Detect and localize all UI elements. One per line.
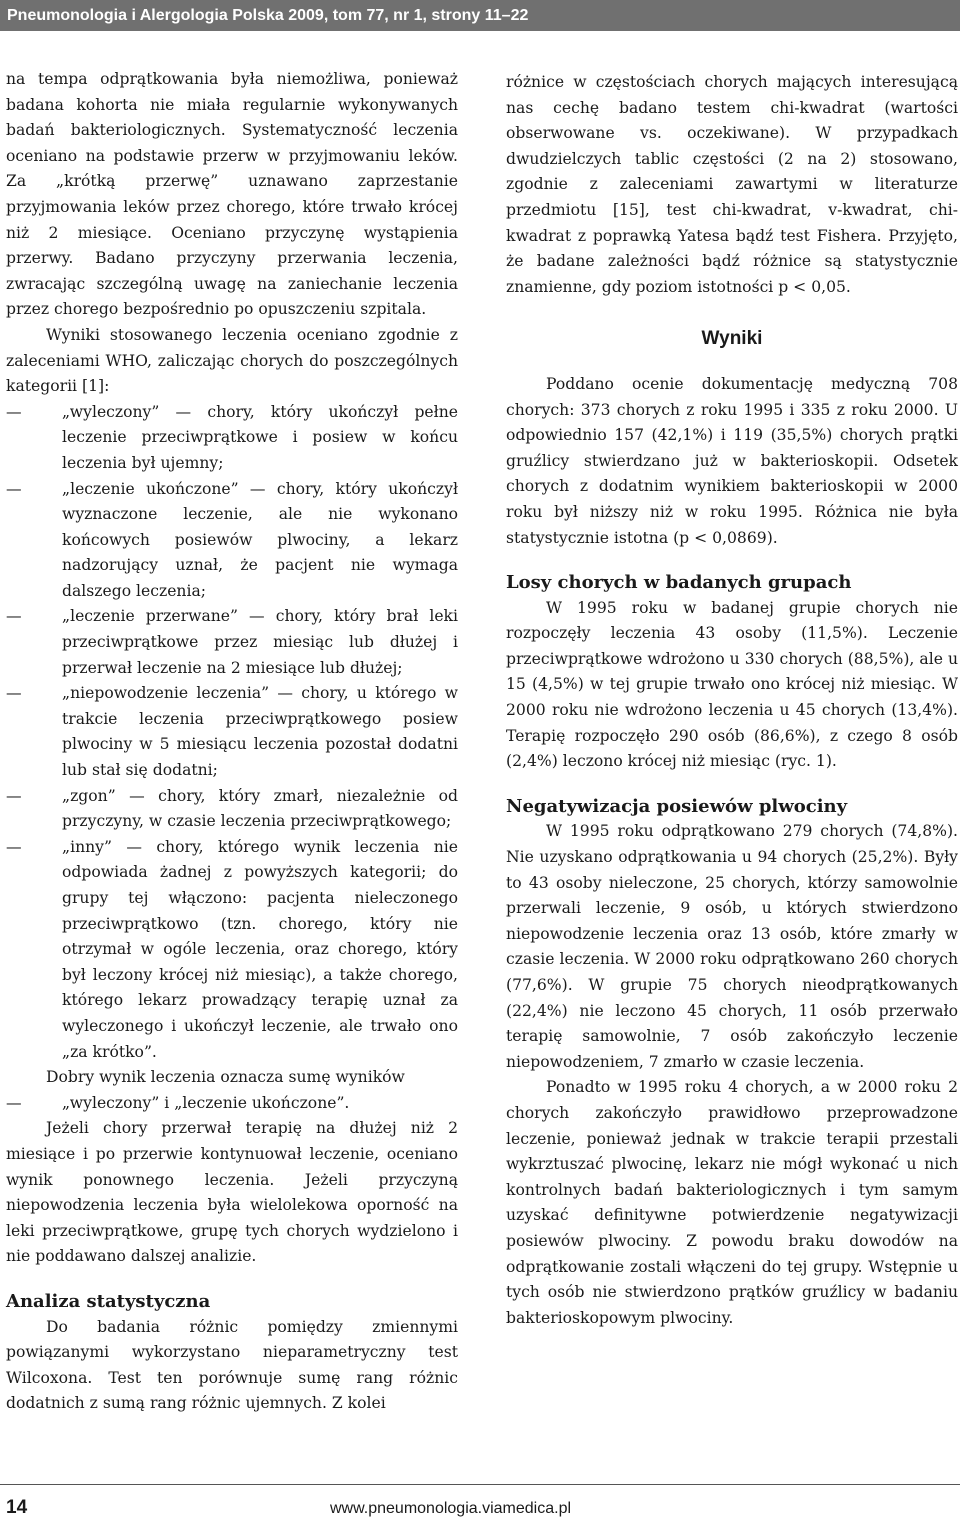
category-cured: — „wyleczony” — chory, który ukończył pełne leczenie przeciwprątkowe i posiew w końcu leczenia był ujemny; xyxy=(6,400,458,477)
right-column xyxy=(506,70,958,1331)
category-death: — „zgon” — chory, który zmarł, niezależnie od przyczyny, w czasie leczenia przeciwprątkowego; xyxy=(6,784,458,835)
good-outcome-definition: — „wyleczony” i „leczenie ukończone”. xyxy=(6,1091,458,1117)
running-header xyxy=(0,0,960,31)
heading-statistical-analysis: Analiza statystyczna xyxy=(6,1290,211,1312)
footer-divider xyxy=(0,1484,960,1485)
category-treatment-failure: — „niepowodzenie leczenia” — chory, u którego w trakcie leczenia przeciwprątkowego posiew plwociny w 5 miesiącu leczenia pozostał dodatni lub stał się dodatni; xyxy=(6,681,458,783)
outcome-categories-list xyxy=(6,400,458,1065)
category-treatment-interrupted: — „leczenie przerwane” — chory, który brał leki przeciwprątkowe przez miesiąc lub dłużej i przerwał leczenie na 2 miesiące lub dłużej; xyxy=(6,604,458,681)
heading-results: Wyniki xyxy=(701,328,763,350)
paragraph-restart: Jeżeli chory przerwał terapię na dłużej niż 2 miesiące i po przerwie kontynuował leczenie, oceniano wynik ponownego leczenia. Jeżeli przyczyną niepowodzenia leczenia była wielolekowa oporność na leki przeciwprątkowe, grupę tych chorych wydzielono i nie poddawano dalszej analizie. xyxy=(6,1119,458,1266)
paragraph-intro: na tempa odprątkowania była niemożliwa, ponieważ badana kohorta nie miała regularnie wykonywanych badań bakteriologicznych. Systematyczność leczenia oceniano na podstawie przerw w przyjmowaniu leków. Za „krótką przerwę” uznawano zaprzestanie przyjmowania leków przez chorego, które trwało krócej niż 2 miesiące. Oceniano przyczynę wystąpienia przerwy. Badano przyczyny przerwania leczenia, zwracając szczególną uwagę na zaniechanie leczenia przez chorego bezpośrednio po opuszczeniu szpitala. xyxy=(6,70,458,319)
heading-sputum-negativization: Negatywizacja posiewów plwociny xyxy=(506,795,848,817)
paragraph-negativization-2: Ponadto w 1995 roku 4 chorych, a w 2000 roku 2 chorych zakończyło prawidłowo przeprowadzone leczenie, ponieważ jednak w trakcie terapii przestali wykrztuszać plwocinę, lekarz nie mógł wykonać u nich kontrolnych badań bakteriologicznych i tym samym uzyskać definitywne potwierdzenie negatywizacji posiewów plwociny. Z powodu braku dowodów na odprątkowanie zostali włączeni do tej grupy. Wstępnie u tych osób nie stwierdzono prątków gruźlicy w badaniu bakterioskopowym plwociny. xyxy=(506,1078,958,1327)
category-other: — „inny” — chory, którego wynik leczenia nie odpowiada żadnej z powyższych kategorii; do grupy tej włączono: pacjenta nieleczonego przeciwprątkowo (tzn. chorego, który nie otrzymał w ogóle leczenia, oraz chorego, który był leczony krócej niż miesiąc), a także chorego, którego lekarz prowadzący terapię uznał za wyleczonego i ukończył leczenie, ale trwało ono „za krótko”. xyxy=(6,835,458,1065)
paragraph-good-outcome: Dobry wynik leczenia oznacza sumę wyników xyxy=(46,1068,405,1087)
paragraph-results: Poddano ocenie dokumentację medyczną 708 chorych: 373 chorych z roku 1995 i 335 z roku 2000. U odpowiednio 157 (42,1%) i 119 (35,5%) chorych prątki gruźlicy stwierdzano już w bakterioskopii. Odsetek chorych z dodatnim wynikiem bakterioskopii w 2000 roku był niższy niż w roku 1995. Różnica nie była statystycznie istotna (p < 0,0869). xyxy=(506,374,958,547)
left-column xyxy=(6,67,458,1417)
page-number: 14 xyxy=(6,1497,28,1518)
paragraph-statistics-continued: różnice w częstościach chorych mających interesującą nas cechę badano testem chi-kwadrat (wartości obserwowane vs. oczekiwane). W przypadkach dwudzielczych tablic częstości (2 na 2) stosowano, zgodnie z zaleceniami zawartymi w literaturze przedmiotu [15], test chi-kwadrat, v-kwadrat, chi-kwadrat z poprawką Yatesa bądź test Fishera. Przyjęto, że badane zależności bądź różnice są statystycznie znamienne, gdy poziom istotności p < 0,05. xyxy=(506,73,958,296)
journal-running-title: Pneumonologia i Alergologia Polska 2009, tom 77, nr 1, strony 11–22 xyxy=(7,7,529,24)
paragraph-statistics: Do badania różnic pomiędzy zmiennymi powiązanymi wykorzystano nieparametryczny test Wilcoxona. Test ten porównuje sumę rang różnic dodatnich z sumą rang różnic ujemnych. Z kolei xyxy=(6,1317,458,1413)
good-outcome-dash xyxy=(6,1091,458,1117)
paragraph-negativization-1: W 1995 roku odprątkowano 279 chorych (74,8%). Nie uzyskano odprątkowania u 94 chorych (25,2%). Były to 43 osoby nieleczone, 25 chorych, którzy samowolnie przerwali leczenie, 9 osób, u których stwierdzono niepowodzenie leczenia oraz 13 osób, które zmarły w czasie leczenia. W 2000 roku odprątkowano 260 chorych (77,6%). W grupie 75 chorych nieodprątkowanych (22,4%) nie leczono 45 chorych, 11 osób przerwało terapię samowolnie, 7 osób zakończyło leczenie niepowodzeniem, 7 zmarło w czasie leczenia. xyxy=(506,822,958,1071)
paragraph-who-criteria: Wyniki stosowanego leczenia oceniano zgodnie z zaleceniami WHO, zaliczając chorych do poszczególnych kategorii [1]: xyxy=(6,325,458,396)
category-treatment-completed: — „leczenie ukończone” — chory, który ukończył wyznaczone leczenie, ale nie wykonano końcowych posiewów plwociny, a lekarz nadzorujący uznał, że pacjent nie wymaga dalszego leczenia; xyxy=(6,477,458,605)
paragraph-patient-fates: W 1995 roku w badanej grupie chorych nie rozpoczęły leczenia 43 osoby (11,5%). Leczenie przeciwprątkowe wdrożono u 330 chorych (88,5%), ale u 15 (4,5%) w tej grupie trwało ono krócej niż miesiąc. W 2000 roku nie wdrożono leczenia u 45 chorych (13,4%). Terapię rozpoczęło 290 osób (86,6%), z czego 8 osób (2,4%) leczono krócej niż miesiąc (ryc. 1). xyxy=(506,598,958,771)
journal-website-link[interactable]: www.pneumonologia.viamedica.pl xyxy=(330,1500,572,1517)
heading-patient-fates: Losy chorych w badanych grupach xyxy=(506,572,852,594)
